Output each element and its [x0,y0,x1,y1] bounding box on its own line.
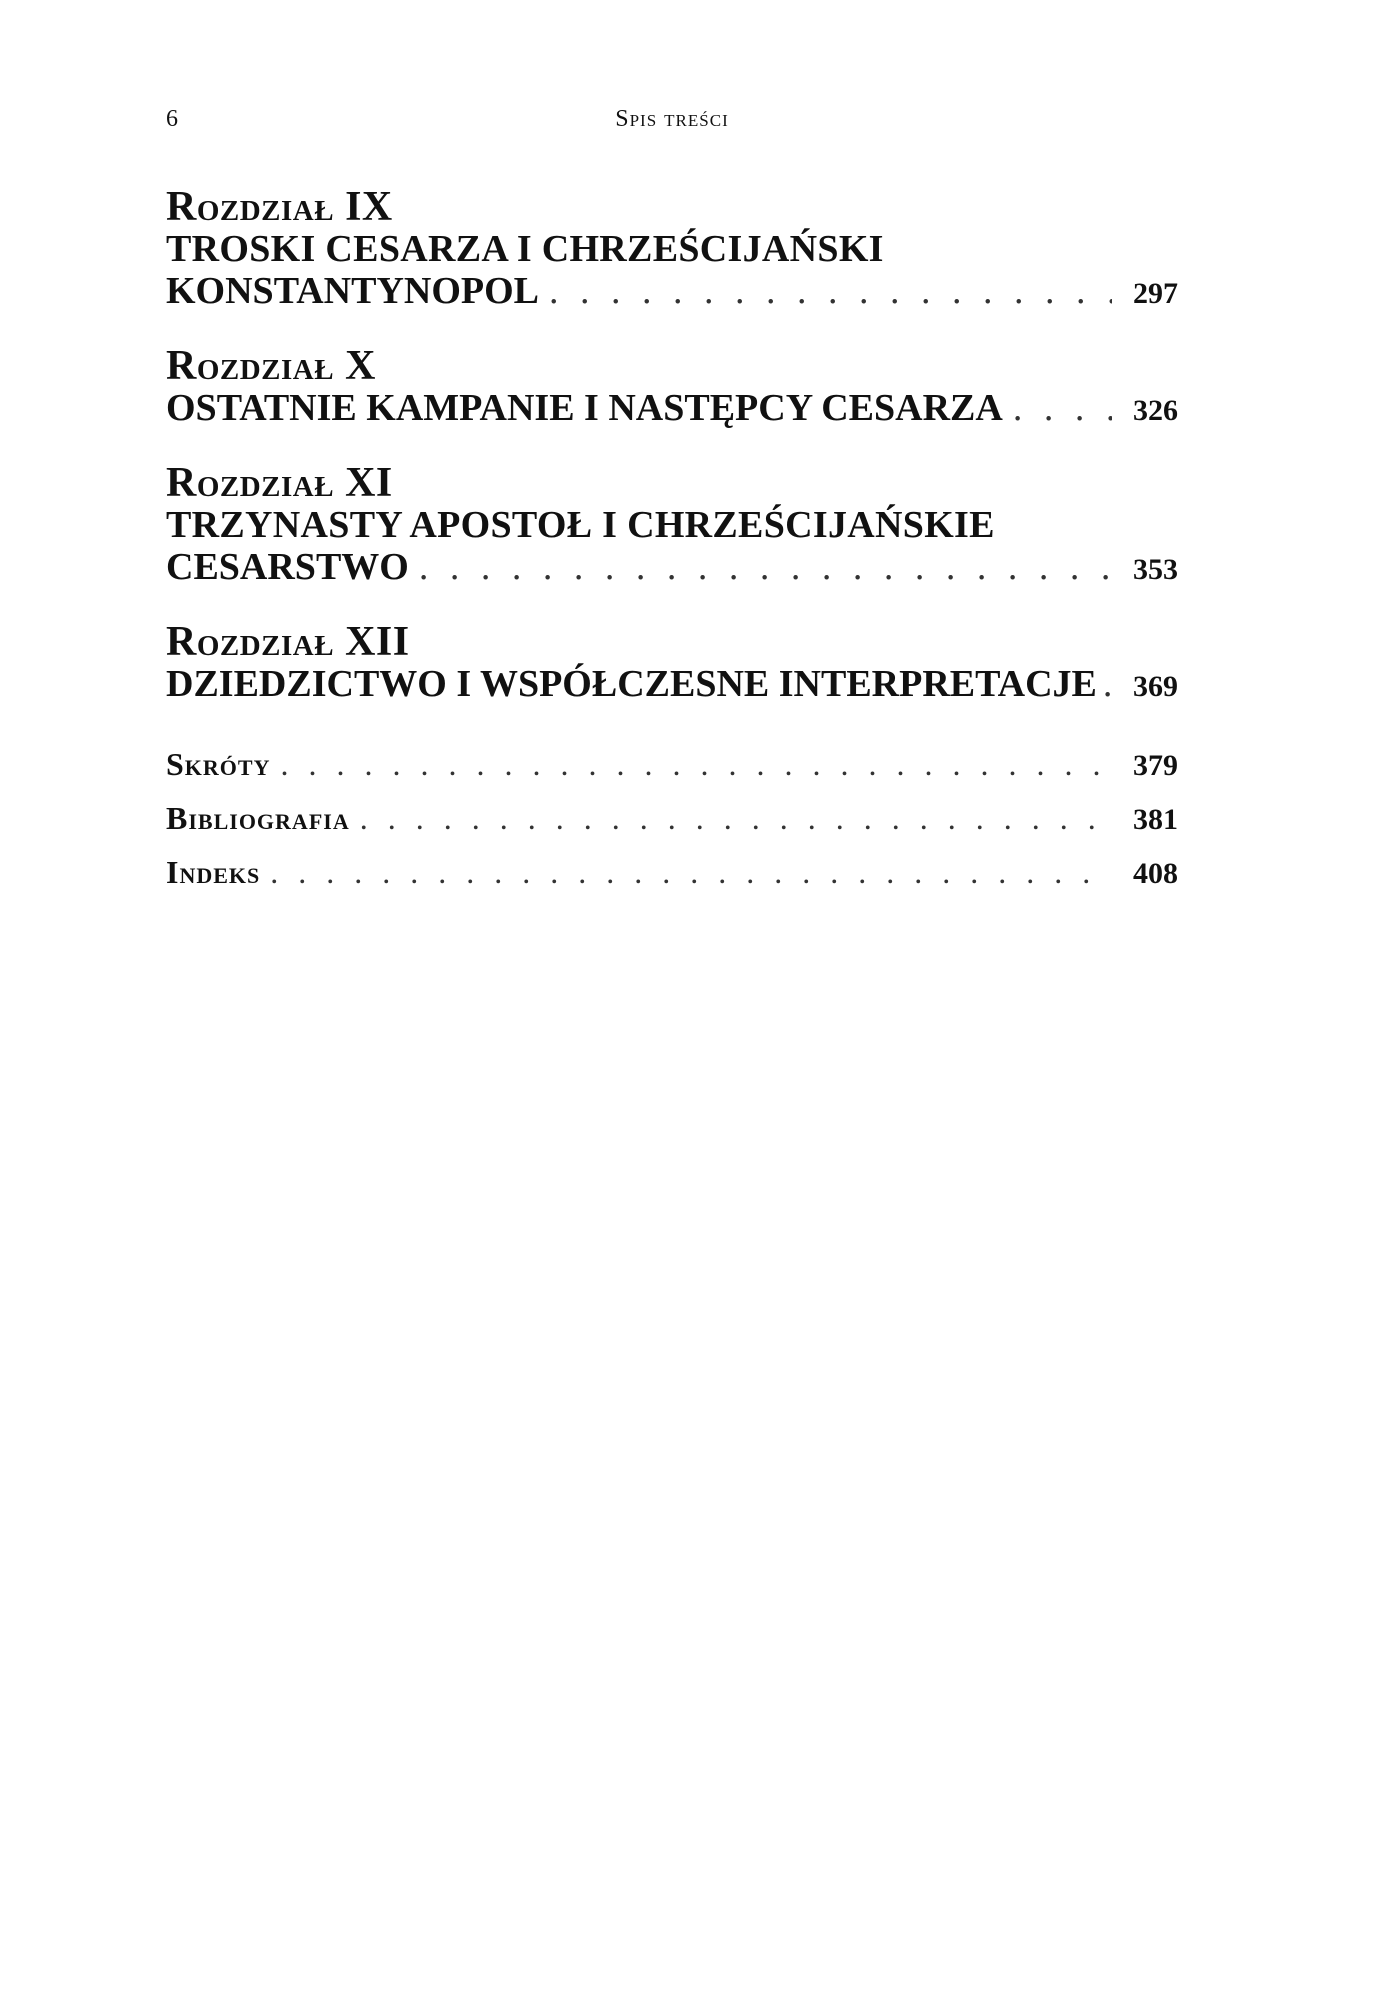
page-reference: 353 [1133,553,1178,586]
toc-entry-bibliografia[interactable] [166,792,1178,846]
toc-entry-indeks[interactable] [166,846,1178,900]
chapter-label: Rozdział XI [166,460,393,506]
toc-entry-skroty[interactable] [166,738,1178,792]
toc-entry-line[interactable] [166,387,1178,432]
dot-leader [360,792,1112,844]
dot-leader [1103,663,1120,705]
dot-leader [419,546,1112,588]
toc-entry-line[interactable] [166,546,1178,591]
dot-leader [280,738,1112,790]
page-reference: 379 [1133,749,1178,782]
page-reference: 297 [1133,277,1178,310]
toc-chapter-x [166,345,1178,432]
chapter-title-line: TROSKI CESARZA I CHRZEŚCIJAŃSKI [166,228,884,270]
backmatter-list [166,738,1178,900]
running-title: Spis treści [615,106,729,132]
running-head [166,100,1178,140]
page-reference: 369 [1133,670,1178,703]
chapter-label: Rozdział XII [166,619,410,665]
toc-entry-line[interactable] [166,663,1178,708]
toc-chapter-ix [166,186,1178,315]
dot-leader [549,270,1112,312]
chapter-title-line: KONSTANTYNOPOL [166,270,540,312]
chapter-title-line: TRZYNASTY APOSTOŁ I CHRZEŚCIJAŃSKIE [166,504,995,546]
backmatter-label: Bibliografia [166,800,350,836]
toc-chapter-xi [166,462,1178,591]
chapter-label: Rozdział X [166,343,376,389]
toc-chapter-xii [166,621,1178,708]
page-reference: 326 [1133,394,1178,427]
chapter-title-line: CESARSTWO [166,546,409,588]
toc-entry-line[interactable] [166,270,1178,315]
backmatter-label: Skróty [166,746,271,782]
chapter-title-line: OSTATNIE KAMPANIE I NASTĘPCY CESARZA [166,387,1003,429]
table-of-contents [166,186,1178,900]
page-reference: 381 [1133,803,1178,836]
chapter-title-line: DZIEDZICTWO I WSPÓŁCZESNE INTERPRETACJE [166,663,1097,705]
dot-leader [270,846,1112,898]
chapter-label: Rozdział IX [166,184,393,230]
page-number: 6 [166,106,178,132]
page-reference: 408 [1133,857,1178,890]
dot-leader [1013,387,1112,429]
backmatter-label: Indeks [166,854,261,890]
